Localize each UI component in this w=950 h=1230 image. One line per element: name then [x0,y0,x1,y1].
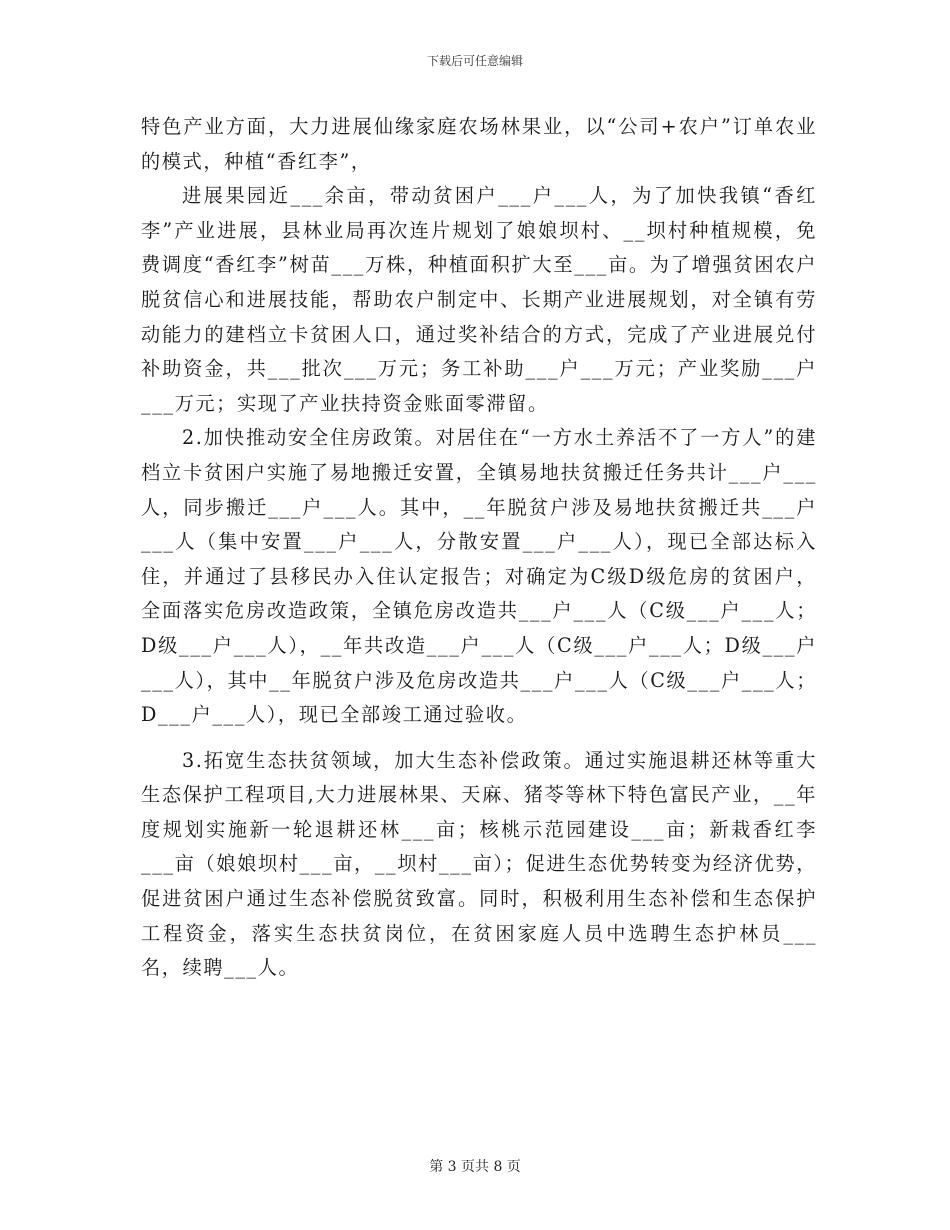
paragraph-ecology-policy: 3.拓宽生态扶贫领域，加大生态补偿政策。通过实施退耕还林等重大生态保护工程项目,大力进展林果、天麻、猪苓等林下特色富民产业，__年度规划实施新一轮退耕还林___亩；核桃示范园建设___亩；新栽香红李___亩（娘娘坝村___亩，__坝村___亩）；促进生态优势转变为经济优势，促进贫困户通过生态补偿脱贫致富。同时，积极利用生态补偿和生态保护工程资金，落实生态扶贫岗位，在贫困家庭人员中选聘生态护林员___名，续聘___人。 [141,748,817,980]
page-footer: 第 3 页共 8 页 [429,1159,521,1175]
document-body [141,110,817,986]
page-header: 下载后可任意编辑 [426,54,523,68]
paragraph-orchard: 进展果园近___余亩，带动贫困户___户___人，为了加快我镇“香红李”产业进展，县林业局再次连片规划了娘娘坝村、__坝村种植规模，免费调度“香红李”树苗___万株，种植面积扩大至___亩。为了增强贫困农户脱贫信心和进展技能，帮助农户制定中、长期产业进展规划，对全镇有劳动能力的建档立卡贫困人口，通过奖补结合的方式，完成了产业进展兑付补助资金，共___批次___万元；务工补助___户___万元；产业奖励___户___万元；实现了产业扶持资金账面零滞留。 [141,184,817,415]
paragraph-housing-policy: 2.加快推动安全住房政策。对居住在“一方水土养活不了一方人”的建档立卡贫困户实施了易地搬迁安置，全镇易地扶贫搬迁任务共计___户___人，同步搬迁___户___人。其中，__年脱贫户涉及易地扶贫搬迁共___户___人（集中安置___户___人，分散安置___户___人），现已全部达标入住，并通过了县移民办入住认定报告；对确定为C级D级危房的贫困户，全面落实危房改造政策，全镇危房改造共___户___人（C级___户___人；D级___户___人），__年共改造___户___人（C级___户___人；D级___户___人），其中__年脱贫户涉及危房改造共___户___人（C级___户___人；D___户___人），现已全部竣工通过验收。 [141,426,817,727]
paragraph-industry-intro: 特色产业方面，大力进展仙缘家庭农场林果业，以“公司+农户”订单农业的模式，种植“香红李”， [141,115,817,173]
